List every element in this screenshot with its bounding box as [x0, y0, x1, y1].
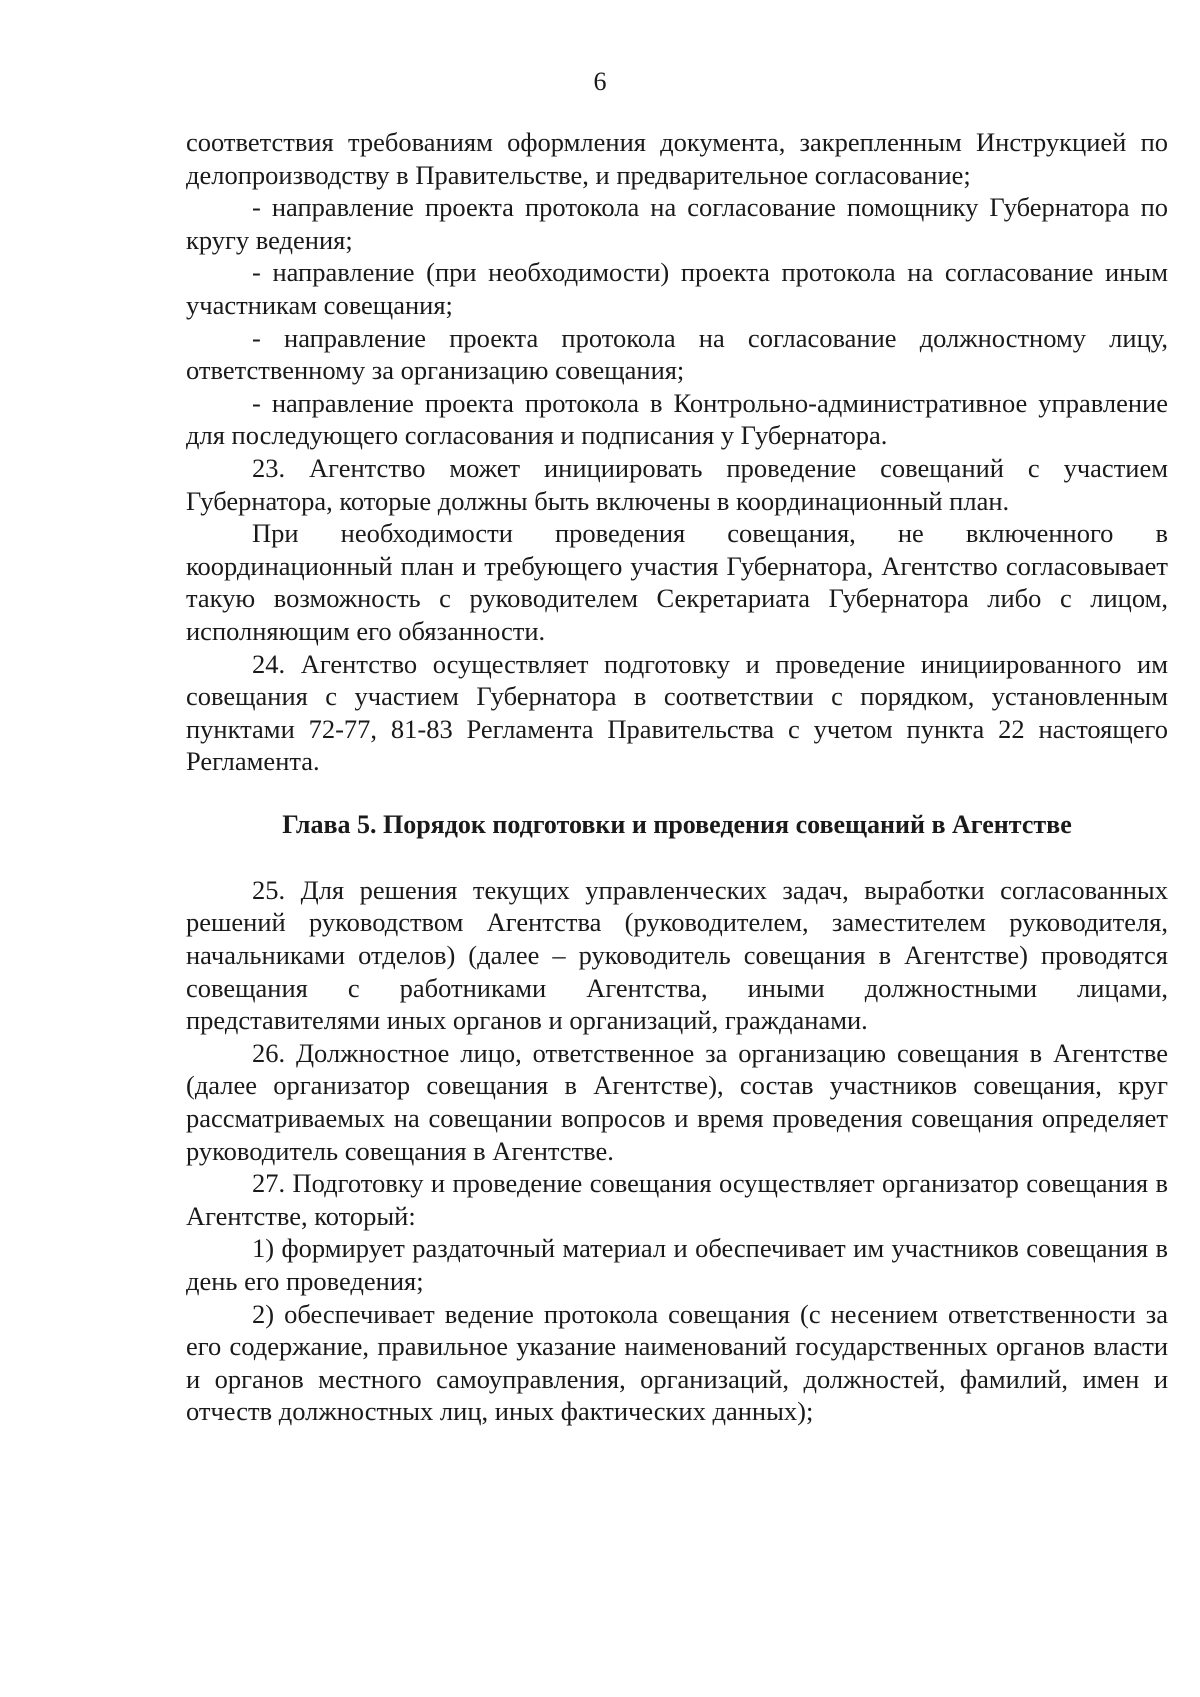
paragraph-list-item: - направление проекта протокола на согласование должностному лицу, ответственному за организацию совещания; [186, 322, 1168, 386]
page-number: 6 [593, 67, 607, 96]
paragraph-clause-25: 25. Для решения текущих управленческих задач, выработки согласованных решений руководством Агентства (руководителем, заместителем руководителя, начальниками отделов) (далее – руководитель совещания в Агентстве) проводятся совещания с работниками Агентства, иными должностными лицами, представителями иных органов и организаций, гражданами. [186, 874, 1168, 1036]
paragraph-list-item: - направление (при необходимости) проекта протокола на согласование иным участникам совещания; [186, 257, 1168, 320]
paragraph-list-item: - направление проекта протокола на согласование помощнику Губернатора по кругу ведения; [186, 192, 1168, 255]
paragraph-list-item: 2) обеспечивает ведение протокола совещания (с несением ответственности за его содержание, правильное указание наименований государственных органов власти и органов местного самоуправления, организаций, должностей, фамилий, имен и отчеств должностных лиц, иных фактических данных); [186, 1298, 1168, 1427]
section-before-chapter [186, 126, 1168, 778]
paragraph-list-item: - направление проекта протокола в Контрольно-административное управление для последующего согласования и подписания у Губернатора. [186, 387, 1168, 451]
document-body [186, 126, 1168, 1428]
paragraph-clause-24: 24. Агентство осуществляет подготовку и проведение инициированного им совещания с участием Губернатора в соответствии с порядком, установленным пунктами 72-77, 81-83 Регламента Правительства с учетом пункта 22 настоящего Регламента. [186, 648, 1168, 777]
paragraph-clause-27: 27. Подготовку и проведение совещания осуществляет организатор совещания в Агентстве, который: [186, 1168, 1168, 1231]
chapter-title: Глава 5. Порядок подготовки и проведения совещаний в Агентстве [282, 809, 1072, 839]
paragraph-clause-23: 23. Агентство может инициировать проведение совещаний с участием Губернатора, которые должны быть включены в координационный план. [186, 452, 1168, 516]
paragraph-clause-23-continued: При необходимости проведения совещания, не включенного в координационный план и требующего участия Губернатора, Агентство согласовывает такую возможность с руководителем Секретариата Губернатора либо с лицом, исполняющим его обязанности. [186, 518, 1168, 646]
paragraph-clause-26: 26. Должностное лицо, ответственное за организацию совещания в Агентстве (далее организатор совещания в Агентстве), состав участников совещания, круг рассматриваемых на совещании вопросов и время проведения совещания определяет руководитель совещания в Агентстве. [186, 1037, 1168, 1166]
section-after-chapter [186, 874, 1168, 1428]
paragraph-list-item: 1) формирует раздаточный материал и обеспечивает им участников совещания в день его проведения; [186, 1233, 1168, 1296]
paragraph-continuation: соответствия требованиям оформления документа, закрепленным Инструкцией по делопроизводству в Правительстве, и предварительное согласование; [186, 127, 1168, 190]
